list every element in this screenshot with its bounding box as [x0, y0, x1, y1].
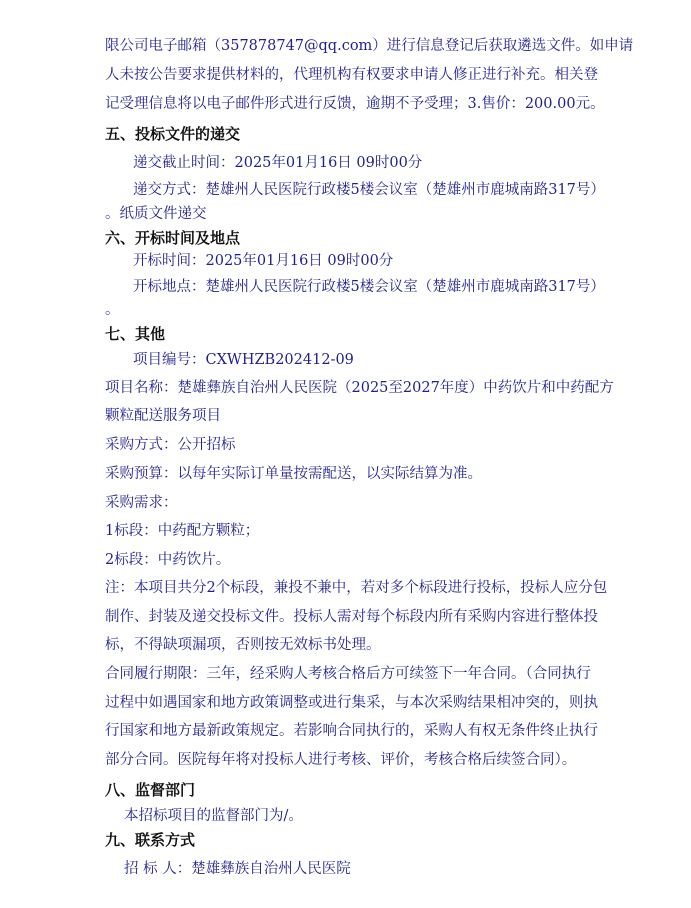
opening-place: 开标地点：楚雄州人民医院行政楼5楼会议室（楚雄州市鹿城南路317号）	[133, 279, 605, 295]
project-name-cont: 颗粒配送服务项目	[105, 408, 221, 424]
contract-line-1: 合同履行期限：三年，经采购人考核合格后方可续签下一年合同。（合同执行	[105, 666, 591, 682]
supervision-text: 本招标项目的监督部门为/。	[124, 808, 303, 824]
contract-line-2: 过程中如遇国家和地方政策调整或进行集采，与本次采购结果相冲突的，则执	[105, 695, 598, 711]
lot-1: 1标段：中药配方颗粒；	[105, 523, 260, 539]
note-line-2: 制作、封装及递交投标文件。投标人需对每个标段内所有采购内容进行整体投	[105, 609, 598, 625]
procurement-needs: 采购需求：	[105, 495, 178, 511]
opening-time: 开标时间：2025年01月16日 09时00分	[133, 253, 394, 269]
project-name: 项目名称：楚雄彝族自治州人民医院（2025至2027年度）中药饮片和中药配方	[105, 380, 614, 396]
intro-line-3: 记受理信息将以电子邮件形式进行反馈，逾期不予受理；3.售价：200.00元。	[105, 96, 605, 112]
section-6-heading: 六、开标时间及地点	[105, 229, 241, 247]
section-9-heading: 九、联系方式	[105, 831, 196, 849]
note-line-1: 注：本项目共分2个标段，兼投不兼中，若对多个标段进行投标，投标人应分包	[105, 580, 608, 596]
contract-line-4: 部分合同。医院每年将对投标人进行考核、评价，考核合格后续签合同）。	[105, 752, 577, 768]
intro-line-1: 限公司电子邮箱（357878747@qq.com）进行信息登记后获取遴选文件。如申请	[105, 38, 634, 54]
section-8-heading: 八、监督部门	[105, 781, 196, 799]
contract-line-3: 行国家和地方最新政策规定。若影响合同执行的，采购人有权无条件终止执行	[105, 723, 598, 739]
intro-line-2: 人未按公告要求提供材料的，代理机构有权要求申请人修正进行补充。相关登	[105, 67, 598, 83]
tenderer: 招 标 人：楚雄彝族自治州人民医院	[124, 861, 351, 877]
procurement-budget: 采购预算：以每年实际订单量按需配送，以实际结算为准。	[105, 466, 482, 482]
section-5-heading: 五、投标文件的递交	[105, 125, 241, 143]
lot-2: 2标段：中药饮片。	[105, 552, 231, 568]
submit-method-cont: 。纸质文件递交	[105, 206, 207, 222]
note-line-3: 标，不得缺项漏项，否则按无效标书处理。	[105, 637, 381, 653]
submit-method: 递交方式：楚雄州人民医院行政楼5楼会议室（楚雄州市鹿城南路317号）	[133, 182, 605, 198]
opening-place-cont: 。	[105, 302, 120, 318]
procurement-method: 采购方式：公开招标	[105, 437, 236, 453]
project-number: 项目编号：CXWHZB202412-09	[133, 352, 354, 368]
submit-deadline: 递交截止时间：2025年01月16日 09时00分	[133, 155, 423, 171]
section-7-heading: 七、其他	[105, 325, 166, 343]
